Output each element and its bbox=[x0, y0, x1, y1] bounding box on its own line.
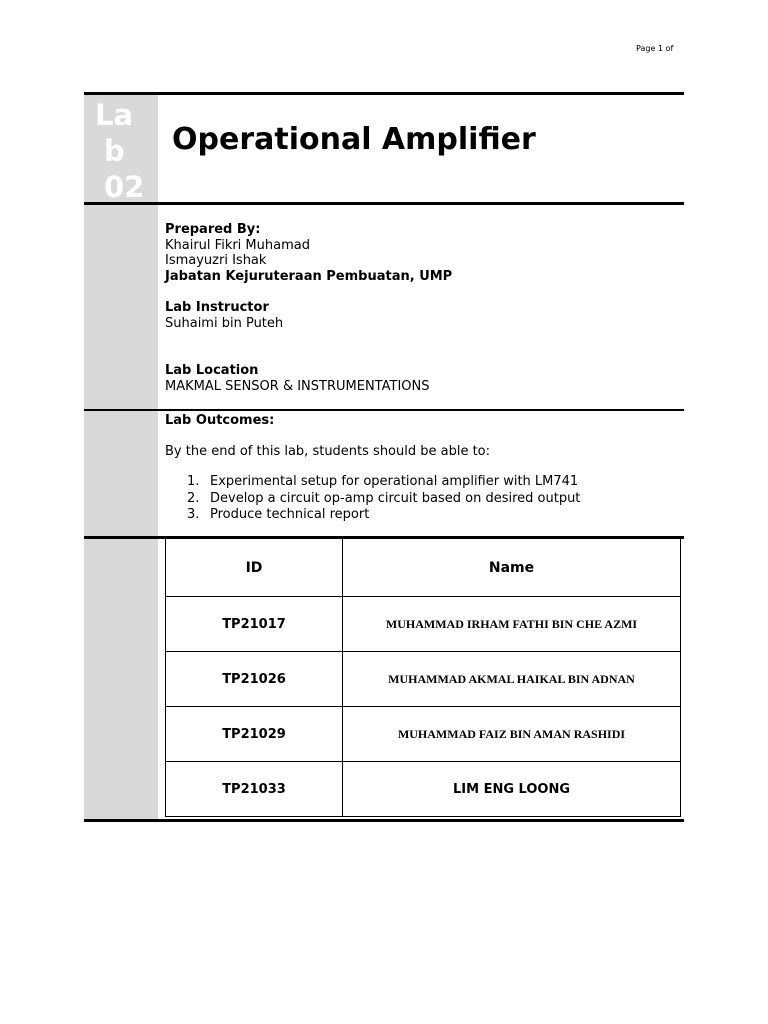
author-name: Khairul Fikri Muhamad bbox=[165, 237, 310, 253]
location-section bbox=[165, 363, 429, 394]
member-id: TP21029 bbox=[166, 707, 343, 762]
member-name: MUHAMMAD FAIZ BIN AMAN RASHIDI bbox=[343, 707, 681, 762]
member-id: TP21026 bbox=[166, 652, 343, 707]
member-name: LIM ENG LOONG bbox=[343, 762, 681, 817]
page-number: Page 1 of bbox=[636, 44, 674, 53]
outcome-text: Develop a circuit op-amp circuit based on desired output bbox=[210, 490, 581, 506]
sidebar-band-prepared bbox=[84, 205, 158, 410]
table-row bbox=[166, 707, 681, 762]
member-id: TP21033 bbox=[166, 762, 343, 817]
outcome-number: 2. bbox=[187, 490, 200, 506]
outcome-item bbox=[187, 507, 580, 524]
table-row bbox=[166, 652, 681, 707]
instructor-heading: Lab Instructor bbox=[165, 300, 269, 315]
rule-top bbox=[84, 92, 684, 95]
sidebar-band-outcomes bbox=[84, 411, 158, 536]
header-id: ID bbox=[166, 539, 343, 597]
department: Jabatan Kejuruteraan Pembuatan, UMP bbox=[165, 268, 453, 284]
outcomes-list bbox=[187, 474, 580, 524]
author-name: Ismayuzri Ishak bbox=[165, 253, 267, 268]
lab-badge bbox=[84, 96, 158, 202]
outcomes-intro: By the end of this lab, students should be able to: bbox=[165, 444, 491, 459]
rule-after-title bbox=[84, 202, 684, 205]
outcome-item bbox=[187, 474, 580, 491]
instructor-section bbox=[165, 300, 283, 331]
table-row bbox=[166, 762, 681, 817]
outcome-number: 3. bbox=[187, 507, 200, 522]
outcome-text: Produce technical report bbox=[210, 507, 370, 522]
instructor-name: Suhaimi bin Puteh bbox=[165, 315, 284, 331]
lab-badge-line2: b bbox=[104, 134, 125, 168]
member-name: MUHAMMAD IRHAM FATHI BIN CHE AZMI bbox=[343, 597, 681, 652]
prepared-section bbox=[165, 222, 452, 284]
member-name: MUHAMMAD AKMAL HAIKAL BIN ADNAN bbox=[343, 652, 681, 707]
rule-after-prepared bbox=[84, 409, 684, 411]
lab-badge-line3: 02 bbox=[104, 170, 145, 204]
member-id: TP21017 bbox=[166, 597, 343, 652]
outcome-text: Experimental setup for operational amplifier with LM741 bbox=[210, 474, 579, 489]
outcome-item bbox=[187, 491, 580, 508]
outcomes-heading: Lab Outcomes: bbox=[165, 413, 275, 428]
outcome-number: 1. bbox=[187, 474, 200, 489]
lab-badge-line1: La bbox=[95, 98, 134, 132]
rule-bottom bbox=[84, 819, 684, 822]
prepared-heading: Prepared By: bbox=[165, 222, 261, 237]
sidebar-band-members bbox=[84, 539, 158, 820]
page-title: Operational Amplifier bbox=[172, 122, 536, 157]
header-name: Name bbox=[343, 539, 681, 597]
table-header-row bbox=[166, 539, 681, 597]
table-row bbox=[166, 597, 681, 652]
location-heading: Lab Location bbox=[165, 363, 259, 378]
members-table bbox=[165, 538, 681, 817]
location-name: MAKMAL SENSOR & INSTRUMENTATIONS bbox=[165, 378, 430, 394]
